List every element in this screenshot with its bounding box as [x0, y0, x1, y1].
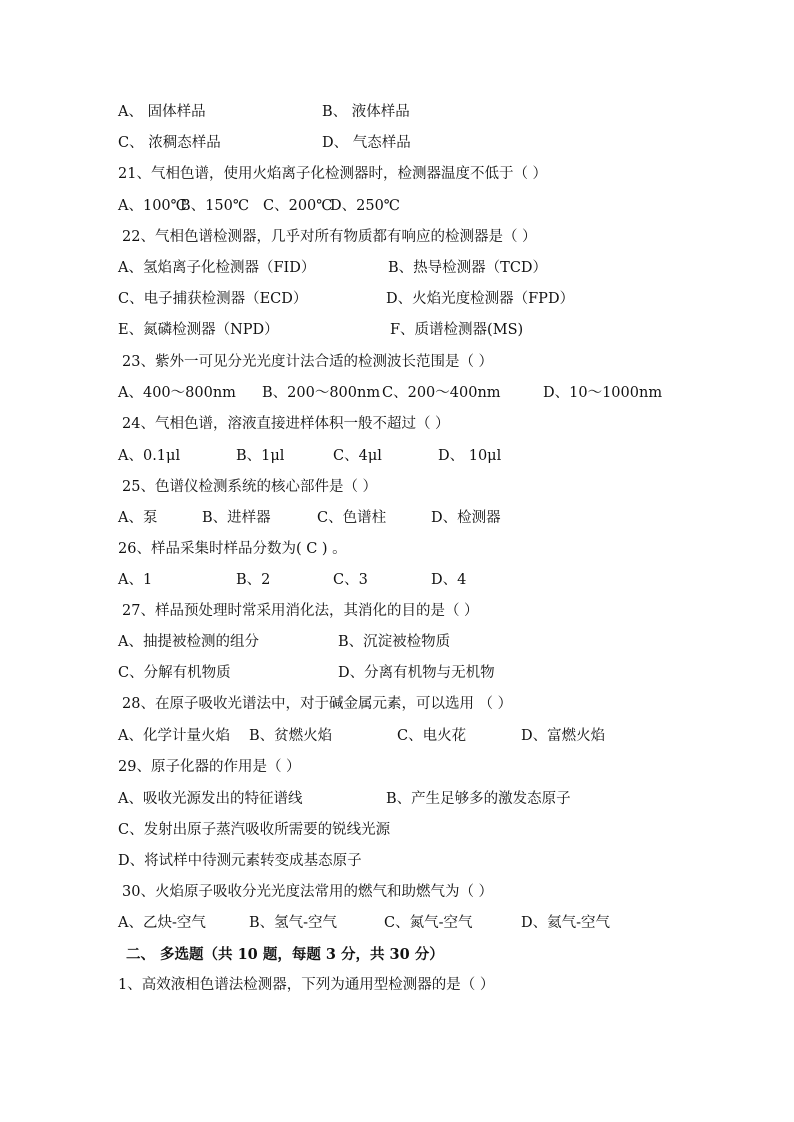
answer-option: D、富燃火焰 [521, 728, 606, 744]
answer-option: C、200～400nm [382, 385, 501, 401]
question-text: 26、样品采集时样品分数为( C ) 。 [118, 541, 347, 557]
answer-option: D、250℃ [330, 198, 401, 214]
answer-option: B、氢气-空气 [249, 915, 338, 931]
answer-option: B、沉淀被检物质 [338, 634, 451, 650]
question-text: 28、在原子吸收光谱法中，对于碱金属元素，可以选用 （ ） [122, 696, 513, 712]
answer-option: D、将试样中待测元素转变成基态原子 [118, 853, 362, 869]
answer-option: B、贫燃火焰 [249, 728, 333, 744]
answer-option: C、3 [333, 572, 368, 588]
answer-option: C、色谱柱 [317, 510, 387, 526]
answer-option: B、2 [236, 572, 271, 588]
answer-option: A、1 [118, 572, 153, 588]
question-text: 27、样品预处理时常采用消化法，其消化的目的是（ ） [122, 603, 479, 619]
answer-option: A、化学计量火焰 [118, 728, 230, 744]
answer-option: C、 浓稠态样品 [118, 135, 221, 151]
answer-option: C、4μl [333, 448, 382, 464]
answer-option: A、100℃ [118, 198, 187, 214]
answer-option: D、检测器 [431, 510, 501, 526]
answer-option: A、0.1μl [118, 448, 181, 464]
answer-option: A、吸收光源发出的特征谱线 [118, 791, 303, 807]
question-text: 29、原子化器的作用是（ ） [118, 759, 301, 775]
answer-option: B、热导检测器（TCD） [388, 260, 548, 276]
question-text: 25、色谱仪检测系统的核心部件是（ ） [122, 479, 378, 495]
answer-option: B、 液体样品 [322, 104, 410, 120]
answer-option: D、4 [431, 572, 467, 588]
answer-option: B、进样器 [202, 510, 271, 526]
answer-option: B、产生足够多的激发态原子 [386, 791, 571, 807]
answer-option: D、火焰光度检测器（FPD） [386, 291, 575, 307]
answer-option: A、400～800nm [118, 385, 236, 401]
answer-option: A、氢焰离子化检测器（FID） [118, 260, 316, 276]
answer-option: A、 固体样品 [118, 104, 206, 120]
answer-option: D、10～1000nm [543, 385, 663, 401]
question-text: 24、气相色谱，溶液直接进样体积一般不超过（ ） [122, 416, 450, 432]
answer-option: A、乙炔-空气 [118, 915, 206, 931]
answer-option: E、氮磷检测器（NPD） [118, 322, 279, 338]
answer-option: B、150℃ [180, 198, 250, 214]
question-text: 22、气相色谱检测器，几乎对所有物质都有响应的检测器是（ ） [122, 229, 537, 245]
question-text: 23、紫外一可见分光光度计法合适的检测波长范围是（ ） [122, 354, 494, 370]
question-text: 30、火焰原子吸收分光光度法常用的燃气和助燃气为（ ） [122, 884, 494, 900]
answer-option: C、发射出原子蒸汽吸收所需要的锐线光源 [118, 822, 391, 838]
question-text: 21、气相色谱，使用火焰离子化检测器时，检测器温度不低于（ ） [118, 166, 548, 182]
answer-option: C、电火花 [397, 728, 467, 744]
answer-option: A、泵 [118, 510, 158, 526]
answer-option: B、1μl [236, 448, 285, 464]
answer-option: D、 气态样品 [322, 135, 411, 151]
answer-option: C、电子捕获检测器（ECD） [118, 291, 308, 307]
question-text: 1、高效液相色谱法检测器，下列为通用型检测器的是（ ） [118, 977, 495, 993]
answer-option: C、200℃ [263, 198, 333, 214]
answer-option: D、氦气-空气 [521, 915, 611, 931]
answer-option: D、 10μl [438, 448, 502, 464]
answer-option: C、分解有机物质 [118, 665, 231, 681]
answer-option: A、抽提被检测的组分 [118, 634, 259, 650]
answer-option: D、分离有机物与无机物 [338, 665, 495, 681]
answer-option: F、质谱检测器(MS) [390, 322, 524, 338]
answer-option: C、氮气-空气 [384, 915, 473, 931]
answer-option: B、200～800nm [262, 385, 381, 401]
section-heading: 二、 多选题（共 10 题，每题 3 分，共 30 分） [126, 946, 444, 963]
